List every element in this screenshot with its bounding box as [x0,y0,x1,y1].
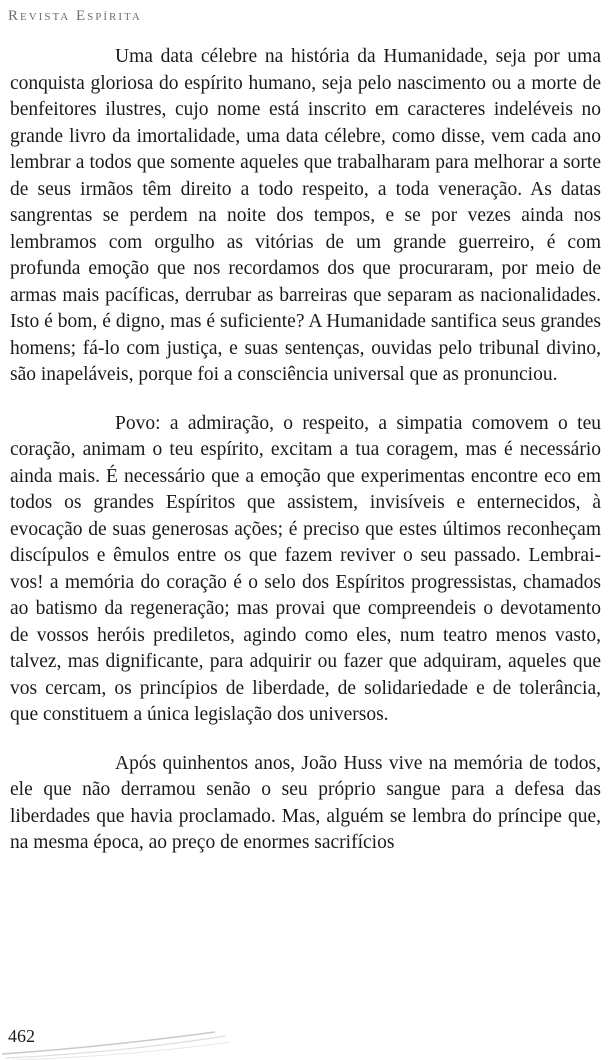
running-header: Revista Espírita [8,8,142,24]
page-number: 462 [8,1026,35,1046]
page-body [10,44,601,857]
paragraph-3: Após quinhentos anos, João Huss vive na memória de todos, ele que não derramou senão o seu próprio sangue para a defesa das liberdades que havia proclamado. Mas, alguém se lembra do príncipe que, na mesma época, ao preço de enormes sacrifícios [10,752,601,853]
paragraph-2: Povo: a admiração, o respeito, a simpatia comovem o teu coração, animam o teu espírito, excitam a tua coragem, mas é necessário ainda mais. É necessário que a emoção que experimentas encontre eco em todos os grandes Espíritos que assistem, invisíveis e enternecidos, à evocação de suas generosas ações; é preciso que estes últimos reconheçam discípulos e êmulos entre os que fazem reviver o seu passado. Lembrai-vos! a memória do coração é o selo dos Espíritos progressistas, chamados ao batismo da regeneração; mas provai que compreendeis o devotamento de vossos heróis prediletos, agindo como eles, num teatro menos vasto, talvez, mas dignificante, para adquirir ou fazer que adquiram, aqueles que vos cercam, os princípios de liberdade, de solidariedade e de tolerância, que constituem a única legislação dos universos. [10,412,601,725]
paragraph-1: Uma data célebre na história da Humanidade, seja por uma conquista gloriosa do espírito humano, seja pelo nascimento ou a morte de benfeitores ilustres, cujo nome está inscrito em caracteres indeléveis no grande livro da imortalidade, uma data célebre, como disse, vem cada ano lembrar a todos que somente aqueles que trabalharam para melhorar a sorte de seus irmãos têm direito a todo respeito, a toda veneração. As datas sangrentas se perdem na noite dos tempos, e se por vezes ainda nos lembramos com orgulho as vitórias de um grande guerreiro, é com profunda emoção que nos recordamos dos que procuraram, por meio de armas mais pacíficas, derrubar as barreiras que separam as nacionalidades. Isto é bom, é digno, mas é suficiente? A Humanidade santifica seus grandes homens; fá-lo com justiça, e suas sentenças, ouvidas pelo tribunal divino, são inapeláveis, porque foi a consciência universal que as pronunciou. [10,46,601,385]
page-corner-swoosh-decoration [0,1020,300,1060]
